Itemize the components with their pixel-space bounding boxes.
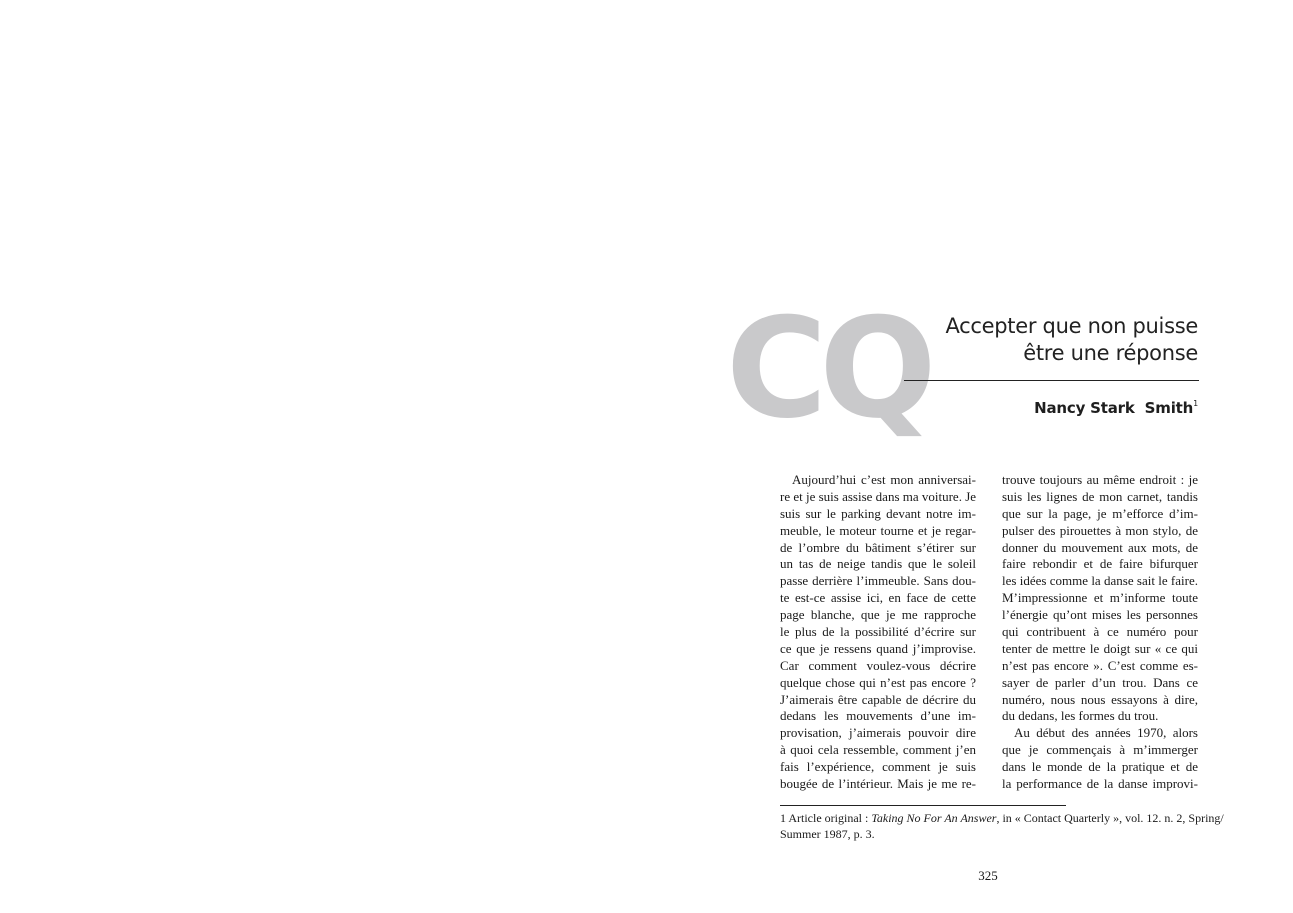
body-line: donner du mouvement aux mots, de [1002,539,1198,555]
body-line: Car comment voulez-vous décrire [780,657,976,673]
body-line: dans le monde de la pratique et de [1002,759,1198,775]
body-line: tenter de mettre le doigt sur « ce qui [1002,640,1198,656]
body-line: bougée de l’intérieur. Mais je me re- [780,776,976,792]
page-number: 325 [978,868,998,883]
body-line: meuble, le moteur tourne et je regar- [780,522,976,538]
cq-logo: CQ [726,288,929,449]
body-line: J’aimerais être capable de décrire du [780,691,976,707]
body-line: le plus de la possibilité d’écrire sur [780,624,976,640]
body-line: à quoi cela ressemble, comment j’en [780,742,976,758]
title-line-2: être une réponse [1023,341,1198,365]
body-line: les idées comme la danse sait le faire. [1002,573,1198,589]
body-line: re et je suis assise dans ma voiture. Je [780,488,977,504]
body-line: que sur la page, je m’efforce d’im- [1002,505,1198,521]
body-line: passe derrière l’immeuble. Sans dou- [780,573,976,589]
body-line: page blanche, que je me rapproche [780,607,976,623]
body-line: un tas de neige tandis que le soleil [780,556,976,572]
footnote-line-2: Summer 1987, p. 3. [780,827,875,841]
body-line: suis les lignes de mon carnet, tandis [1002,488,1198,504]
body-line: fais l’expérience, comment je suis [780,759,976,775]
body-line: trouve toujours au même endroit : je [1002,472,1198,487]
body-line: pulser des pirouettes à mon stylo, de [1002,522,1198,538]
body-line: Aujourd’hui c’est mon anniversai- [792,472,976,487]
body-line: numéro, nous nous essayons à dire, [1002,691,1198,707]
body-line: sayer de parler d’un trou. Dans ce [1002,674,1198,690]
body-line: dedans les mouvements d’une im- [780,708,976,724]
author-byline [1034,394,1198,418]
title-line-1: Accepter que non puisse [945,314,1198,338]
body-line: du dedans, les formes du trou. [1002,708,1159,724]
body-column-left [780,472,976,793]
footnote-line-1 [780,810,1224,826]
body-line: quelque chose qui n’est pas encore ? [780,674,976,690]
footnote-source-details: , in « Contact Quarterly », vol. 12. n. 2, Spring/ [996,811,1224,825]
body-column-right [1002,472,1198,793]
body-line: suis sur le parking devant notre im- [780,505,976,521]
body-line: provisation, j’aimerais pouvoir dire [780,725,976,741]
footnote-divider [780,805,1066,806]
author-footnote-mark: 1 [1193,399,1198,408]
footnote [780,810,1224,842]
body-line: que je commençais à m’immerger [1002,742,1198,758]
footnote-prefix: 1 Article original : [780,811,872,825]
author-name: Nancy Stark Smith [1034,399,1194,417]
footnote-source-title: Taking No For An Answer [871,811,997,825]
body-line: te est-ce assise ici, en face de cette [780,590,976,606]
body-line: qui contribuent à ce numéro pour [1002,624,1198,640]
body-line: ce que je ressens quand j’improvise. [780,640,976,656]
title-divider [904,380,1199,381]
body-line: n’est pas encore ». C’est comme es- [1002,657,1198,673]
article-title [945,313,1198,367]
body-line: de l’ombre du bâtiment s’étirer sur [780,539,976,555]
body-line: la performance de la danse improvi- [1002,776,1198,792]
body-line: M’impressionne et m’informe toute [1002,590,1198,606]
body-line: Au début des années 1970, alors [1014,725,1198,741]
body-line: l’énergie qu’ont mises les personnes [1002,607,1198,623]
body-line: faire rebondir et de faire bifurquer [1002,556,1198,572]
